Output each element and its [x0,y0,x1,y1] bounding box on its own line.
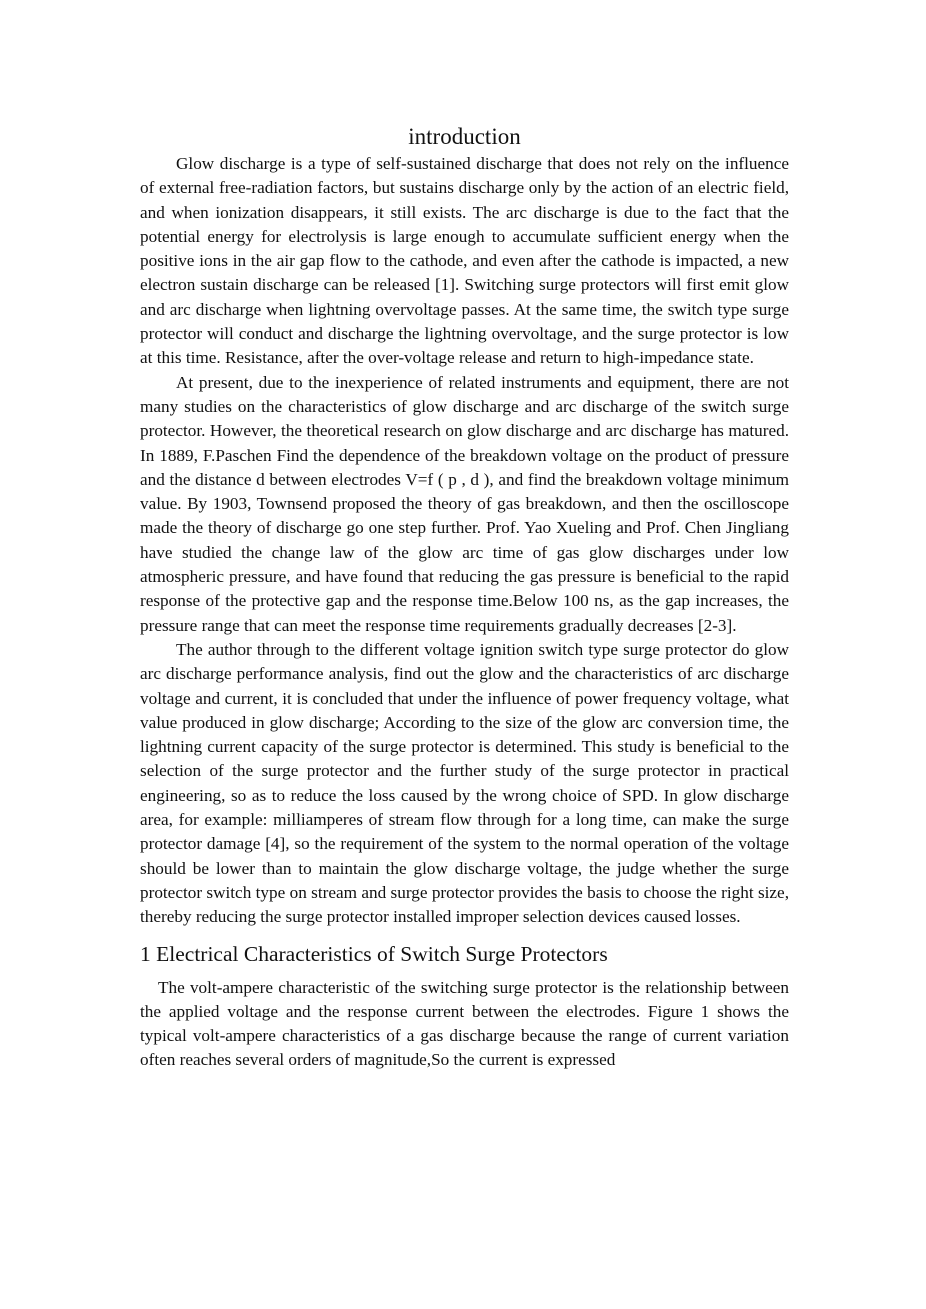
section-paragraph-1: The volt-ampere characteristic of the switching surge protector is the relationship between the applied voltage and the response current between the electrodes. Figure 1 shows the typical volt-ampere characteristics of a gas discharge because the range of current variation often reaches several orders of magnitude,So the current is expressed [140,977,789,1070]
page-title: introduction [408,124,521,149]
document-page [140,122,789,1073]
intro-paragraph-1: Glow discharge is a type of self-sustained discharge that does not rely on the influence of external free-radiation factors, but sustains discharge only by the action of an electric field, and when ionization disappears, it still exists. The arc discharge is due to the fact that the potential energy for electrolysis is large enough to accumulate sufficient energy when the positive ions in the air gap flow to the cathode, and even after the cathode is impacted, a new electron sustain discharge can be released [1]. Switching surge protectors will first emit glow and arc discharge when lightning overvoltage passes. At the same time, the switch type surge protector will conduct and discharge the lightning overvoltage, and the surge protector is low at this time. Resistance, after the over-voltage release and return to high-impedance state. [140,154,789,368]
intro-paragraph-2: At present, due to the inexperience of related instruments and equipment, there are not many studies on the characteristics of glow discharge and arc discharge of the switch surge protector. However, the theoretical research on glow discharge and arc discharge has matured. In 1889, F.Paschen Find the dependence of the breakdown voltage on the product of pressure and the distance d between electrodes V=f ( p , d ), and find the breakdown voltage minimum value. By 1903, Townsend proposed the theory of gas breakdown, and then the oscilloscope made the theory of discharge go one step further. Prof. Yao Xueling and Prof. Chen Jingliang have studied the change law of the glow arc time of gas glow discharges under low atmospheric pressure, and have found that reducing the gas pressure is beneficial to the rapid response of the protective gap and the response time.Below 100 ns, as the gap increases, the pressure range that can meet the response time requirements gradually decreases [2-3]. [140,372,789,635]
section-heading: 1 Electrical Characteristics of Switch Surge Protectors [140,941,608,966]
intro-paragraph-3: The author through to the different voltage ignition switch type surge protector do glow arc discharge performance analysis, find out the glow and the characteristics of arc discharge voltage and current, it is concluded that under the influence of power frequency voltage, what value produced in glow discharge; According to the size of the glow arc conversion time, the lightning current capacity of the surge protector is determined. This study is beneficial to the selection of the surge protector and the further study of the surge protector in practical engineering, so as to reduce the loss caused by the wrong choice of SPD. In glow discharge area, for example: milliamperes of stream flow through for a long time, can make the surge protector damage [4], so the requirement of the system to the normal operation of the voltage should be lower than to maintain the glow discharge voltage, the judge whether the surge protector switch type on stream and surge protector provides the basis to choose the right size, thereby reducing the surge protector installed improper selection devices caused losses. [140,639,789,927]
